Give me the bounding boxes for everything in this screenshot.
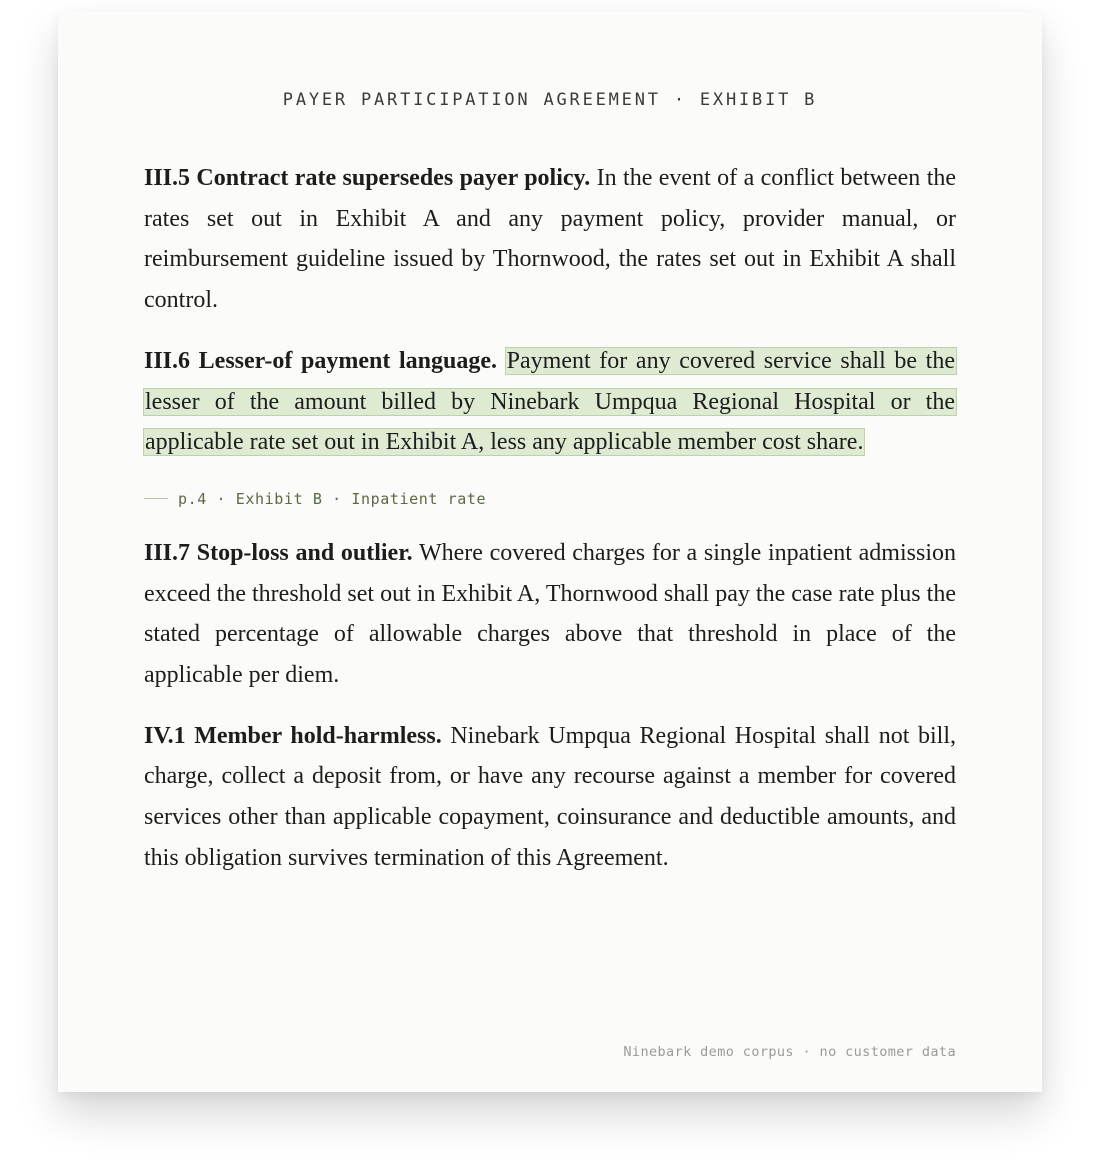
citation-label: p.4 · Exhibit B · Inpatient rate — [178, 489, 487, 508]
clause-iii-7 — [144, 533, 956, 696]
highlighted-passage[interactable]: Payment for any covered service shall be the lesser of the amount billed by Ninebark Umpqua Regional Hospital or the applicable rate set out in Exhibit A, less any applicable member cost share. — [145, 347, 955, 456]
document-body — [144, 158, 956, 879]
clause-title: III.5 Contract rate supersedes payer policy. — [144, 165, 591, 191]
clause-text: Where covered charges for a single inpatient admission exceed the threshold set out in Exhibit A, Thornwood shall pay the case rate plus the stated percentage of allowable charges above that threshold in place of the applicable per diem. — [144, 539, 956, 689]
clause-iii-5 — [144, 158, 956, 321]
citation-reference[interactable] — [144, 485, 956, 513]
citation-rule — [144, 498, 168, 499]
clause-iv-1 — [144, 716, 956, 879]
clause-text: Ninebark Umpqua Regional Hospital shall not bill, charge, collect a deposit from, or have any recourse against a member for covered services other than applicable copayment, coinsurance and deductible amounts, and this obligation survives termination of this Agreement. — [144, 722, 956, 871]
running-head: PAYER PARTICIPATION AGREEMENT · EXHIBIT B — [282, 90, 818, 110]
clause-title: III.6 Lesser-of payment language. — [144, 347, 498, 374]
document-page — [58, 12, 1042, 1092]
clause-title: III.7 Stop-loss and outlier. — [144, 539, 413, 566]
clause-title: IV.1 Member hold-harmless. — [144, 722, 442, 749]
page-footer: Ninebark demo corpus · no customer data — [623, 1044, 956, 1060]
clause-iii-6 — [144, 341, 956, 463]
clause-text: In the event of a conflict between the rates set out in Exhibit A and any payment policy, provider manual, or reimbursement guideline issued by Thornwood, the rates set out in Exhibit A shall control. — [144, 165, 957, 314]
